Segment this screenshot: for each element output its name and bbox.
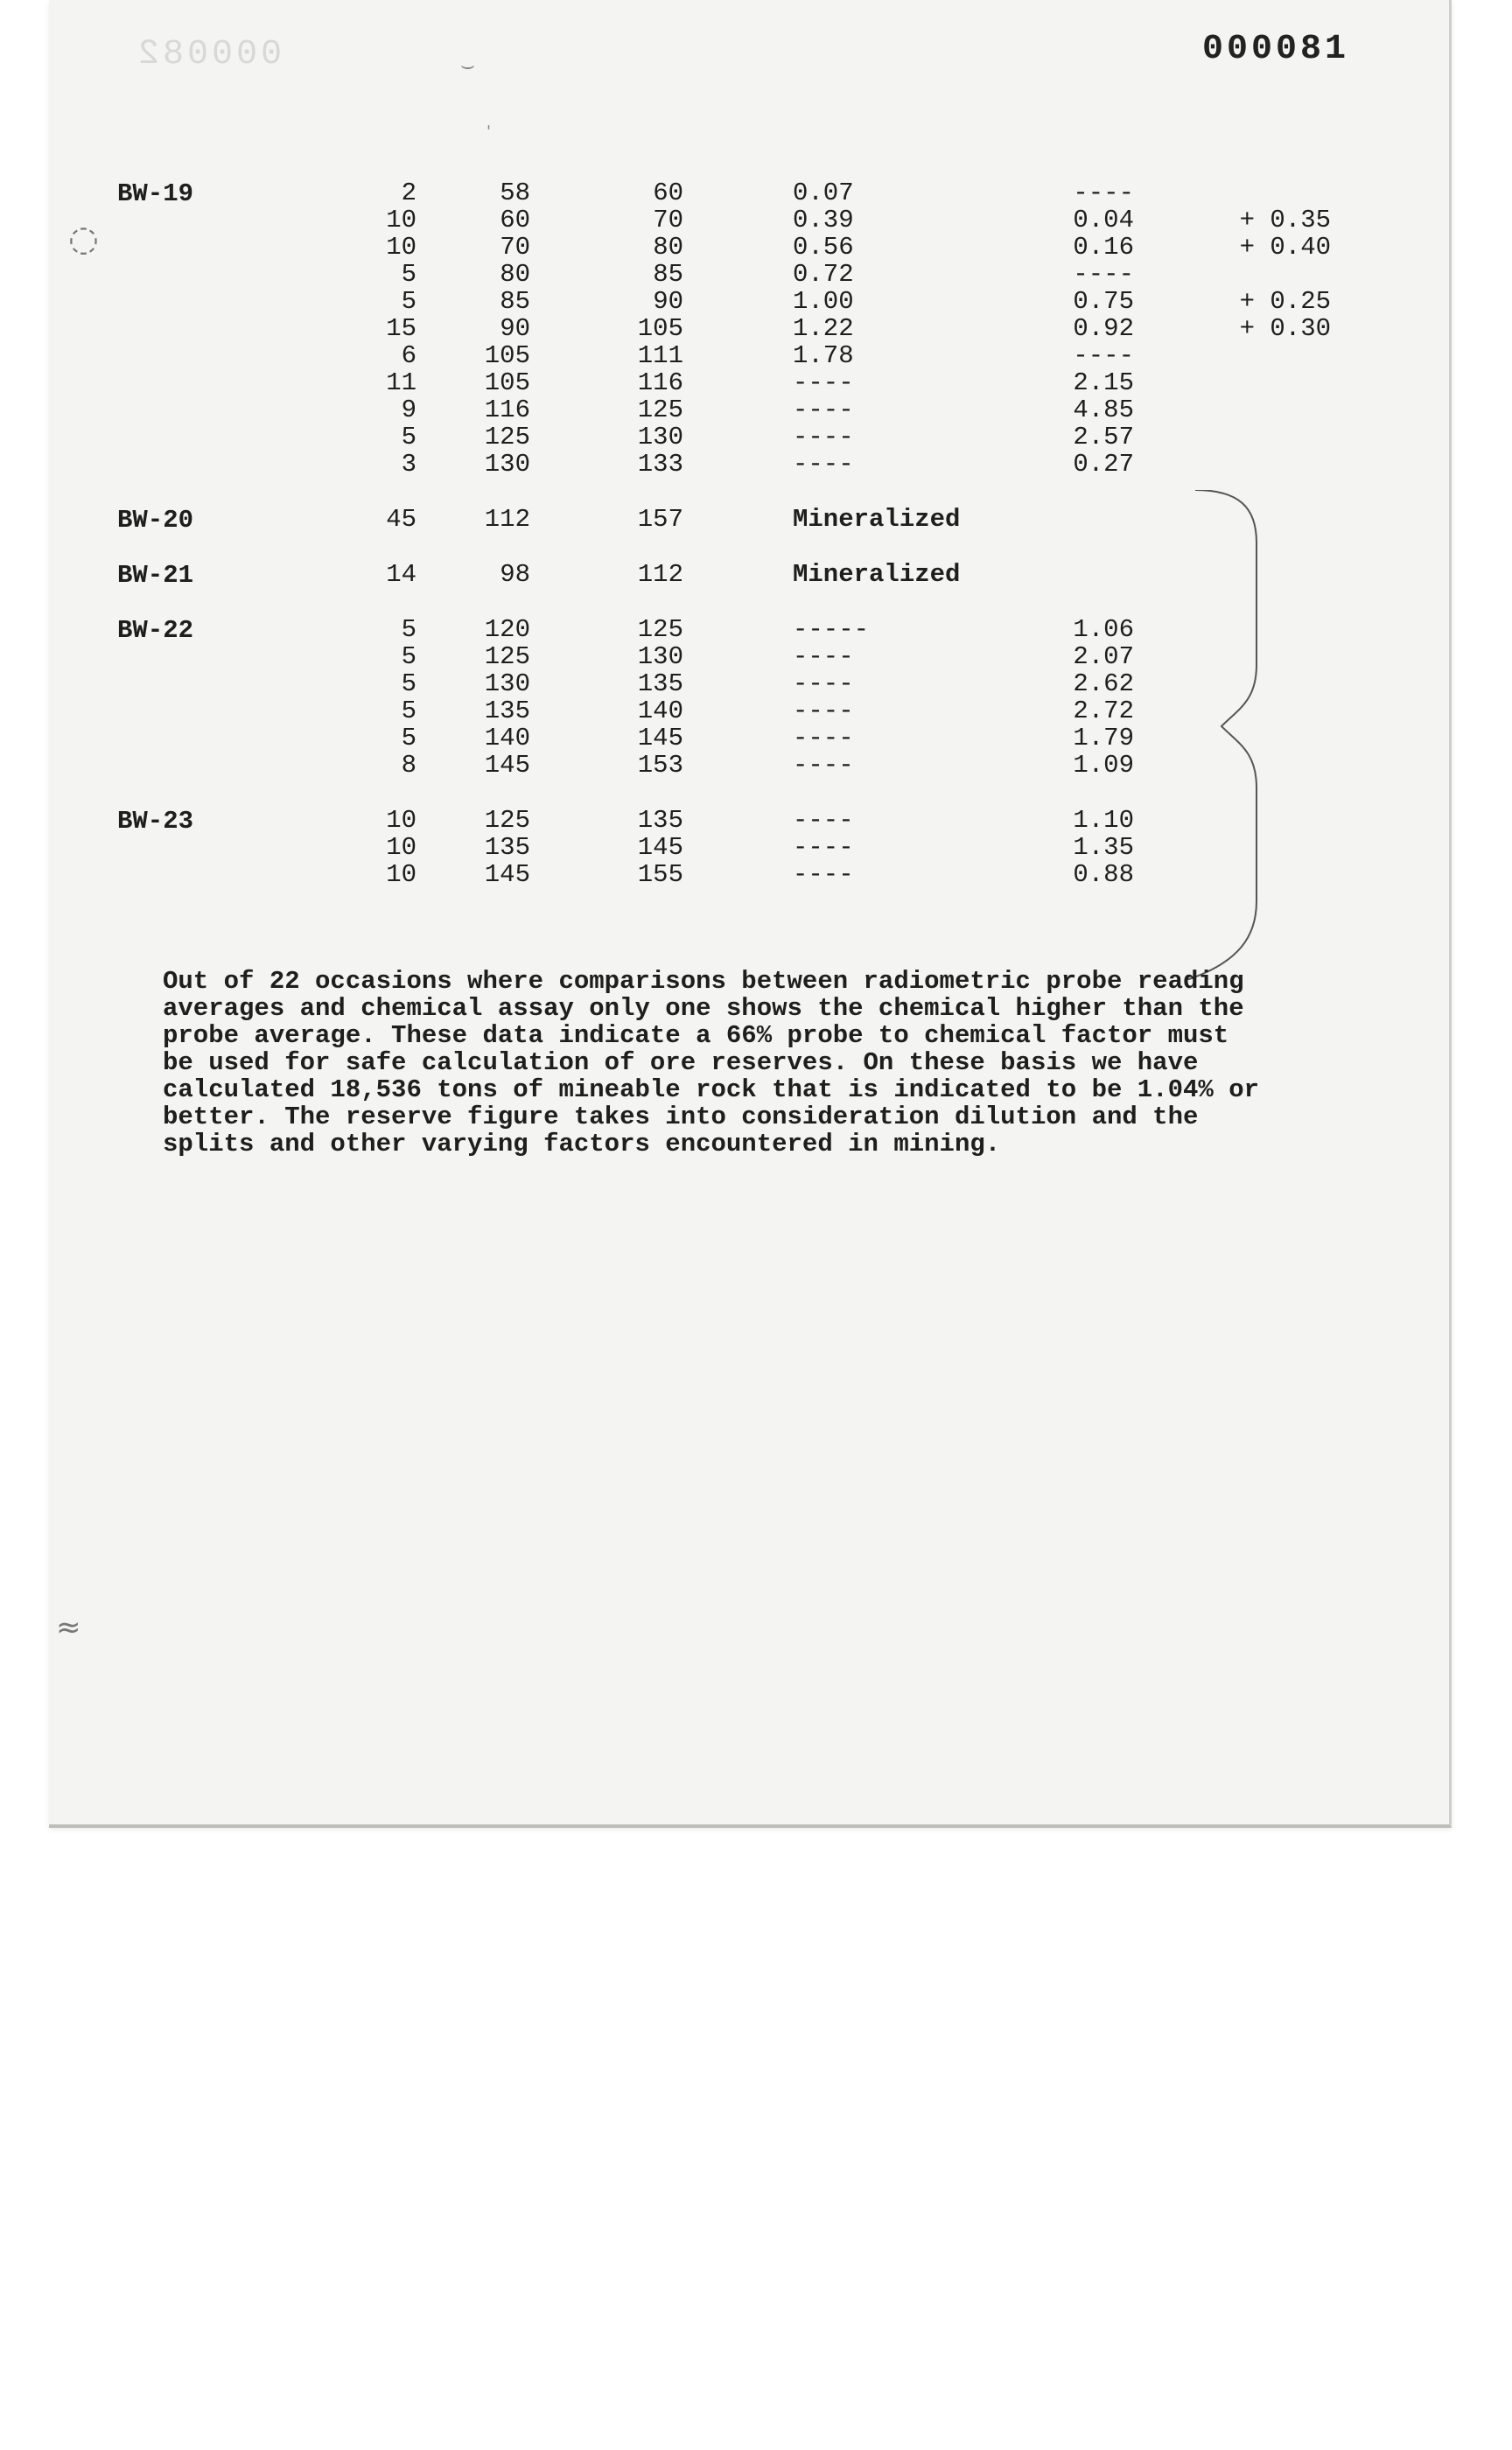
difference-cell: + 0.40: [1239, 233, 1331, 262]
to-cell: 125: [637, 396, 683, 424]
to-cell: 80: [653, 233, 683, 262]
from-cell: 116: [484, 396, 530, 424]
to-cell: 153: [637, 751, 683, 780]
thickness-cell: 10: [386, 860, 416, 889]
difference-cell: + 0.30: [1239, 314, 1331, 343]
from-cell: 145: [484, 860, 530, 889]
probe-cell: ----: [793, 396, 854, 424]
from-cell: 140: [484, 724, 530, 752]
thickness-cell: 3: [401, 450, 416, 479]
to-cell: 60: [653, 178, 683, 207]
from-cell: 58: [500, 178, 530, 207]
probe-cell: ----: [793, 806, 854, 835]
probe-cell: 1.00: [793, 287, 854, 316]
hole-label: BW-23: [117, 807, 194, 836]
thickness-cell: 45: [386, 505, 416, 534]
from-cell: 135: [484, 696, 530, 725]
to-cell: 145: [637, 724, 683, 752]
to-cell: 157: [637, 505, 683, 534]
from-cell: 125: [484, 642, 530, 671]
probe-cell: ----: [793, 751, 854, 780]
from-cell: 105: [484, 341, 530, 370]
probe-cell: 1.78: [793, 341, 854, 370]
to-cell: 130: [637, 423, 683, 452]
page-number: 000081: [1202, 30, 1350, 69]
probe-cell: -----: [793, 615, 870, 644]
thickness-cell: 5: [401, 696, 416, 725]
scribble-mark: ≈: [56, 1610, 81, 1645]
probe-cell: ----: [793, 696, 854, 725]
chemical-cell: ----: [1073, 260, 1134, 289]
to-cell: 116: [637, 368, 683, 397]
from-cell: 135: [484, 833, 530, 862]
to-cell: 133: [637, 450, 683, 479]
summary-paragraph: Out of 22 occasions where comparisons between radiometric probe reading averages and chemical assay only one shows the chemical higher than the probe average. These data indicate a 66% probe to chemical factor must be used for safe calculation of ore reserves. On these basis we have calculated 18,536 tons of mineable rock that is indicated to be 1.04% or better. The reserve figure takes into consideration dilution and the splits and other varying factors encountered in mining.: [163, 967, 1260, 1158]
from-cell: 60: [500, 206, 530, 234]
from-cell: 70: [500, 233, 530, 262]
chemical-cell: ----: [1073, 178, 1134, 207]
chemical-cell: 1.09: [1073, 751, 1134, 780]
thickness-cell: 5: [401, 642, 416, 671]
chemical-cell: 2.57: [1073, 423, 1134, 452]
to-cell: 85: [653, 260, 683, 289]
probe-cell: Mineralized: [793, 560, 961, 589]
chemical-cell: 1.79: [1073, 724, 1134, 752]
probe-cell: 0.07: [793, 178, 854, 207]
to-cell: 140: [637, 696, 683, 725]
from-cell: 125: [484, 423, 530, 452]
thickness-cell: 5: [401, 260, 416, 289]
document-page: [49, 0, 1452, 1828]
from-cell: 90: [500, 314, 530, 343]
probe-cell: ----: [793, 724, 854, 752]
chemical-cell: 0.88: [1073, 860, 1134, 889]
thickness-cell: 6: [401, 341, 416, 370]
from-cell: 125: [484, 806, 530, 835]
chemical-cell: 0.04: [1073, 206, 1134, 234]
thickness-cell: 10: [386, 806, 416, 835]
chemical-cell: 2.62: [1073, 669, 1134, 698]
to-cell: 145: [637, 833, 683, 862]
hole-label: BW-22: [117, 616, 194, 645]
chemical-cell: 1.35: [1073, 833, 1134, 862]
from-cell: 130: [484, 450, 530, 479]
to-cell: 135: [637, 806, 683, 835]
chemical-cell: 0.27: [1073, 450, 1134, 479]
from-cell: 85: [500, 287, 530, 316]
chemical-cell: 2.07: [1073, 642, 1134, 671]
thickness-cell: 5: [401, 287, 416, 316]
probe-cell: ----: [793, 833, 854, 862]
chemical-cell: 0.92: [1073, 314, 1134, 343]
thickness-cell: 5: [401, 423, 416, 452]
from-cell: 105: [484, 368, 530, 397]
chemical-cell: 0.75: [1073, 287, 1134, 316]
to-cell: 130: [637, 642, 683, 671]
probe-cell: ----: [793, 423, 854, 452]
chemical-cell: 1.06: [1073, 615, 1134, 644]
hole-punch-mark: ◌: [68, 219, 99, 259]
to-cell: 90: [653, 287, 683, 316]
thickness-cell: 5: [401, 669, 416, 698]
probe-cell: 1.22: [793, 314, 854, 343]
chemical-cell: 1.10: [1073, 806, 1134, 835]
from-cell: 130: [484, 669, 530, 698]
thickness-cell: 15: [386, 314, 416, 343]
thickness-cell: 5: [401, 615, 416, 644]
to-cell: 135: [637, 669, 683, 698]
thickness-cell: 10: [386, 206, 416, 234]
hole-label: BW-19: [117, 179, 194, 208]
chemical-cell: 0.16: [1073, 233, 1134, 262]
probe-cell: 0.56: [793, 233, 854, 262]
probe-cell: ----: [793, 368, 854, 397]
from-cell: 145: [484, 751, 530, 780]
probe-cell: 0.39: [793, 206, 854, 234]
hole-label: BW-20: [117, 506, 194, 535]
probe-cell: ----: [793, 450, 854, 479]
thickness-cell: 9: [401, 396, 416, 424]
probe-cell: ----: [793, 669, 854, 698]
thickness-cell: 10: [386, 833, 416, 862]
from-cell: 112: [484, 505, 530, 534]
chemical-cell: 2.15: [1073, 368, 1134, 397]
difference-cell: + 0.35: [1239, 206, 1331, 234]
probe-cell: 0.72: [793, 260, 854, 289]
to-cell: 111: [637, 341, 683, 370]
to-cell: 70: [653, 206, 683, 234]
thickness-cell: 5: [401, 724, 416, 752]
hole-label: BW-21: [117, 561, 194, 590]
to-cell: 105: [637, 314, 683, 343]
thickness-cell: 14: [386, 560, 416, 589]
thickness-cell: 10: [386, 233, 416, 262]
thickness-cell: 8: [401, 751, 416, 780]
stray-mark: ⌣: [460, 52, 476, 79]
difference-cell: + 0.25: [1239, 287, 1331, 316]
from-cell: 120: [484, 615, 530, 644]
to-cell: 112: [637, 560, 683, 589]
bracket-mark: [1186, 490, 1292, 980]
ghost-page-number: 000082: [135, 35, 283, 74]
probe-cell: ----: [793, 860, 854, 889]
to-cell: 155: [637, 860, 683, 889]
probe-cell: Mineralized: [793, 505, 961, 534]
thickness-cell: 11: [386, 368, 416, 397]
chemical-cell: 2.72: [1073, 696, 1134, 725]
from-cell: 80: [500, 260, 530, 289]
probe-cell: ----: [793, 642, 854, 671]
thickness-cell: 2: [401, 178, 416, 207]
chemical-cell: 4.85: [1073, 396, 1134, 424]
chemical-cell: ----: [1073, 341, 1134, 370]
to-cell: 125: [637, 615, 683, 644]
stray-mark: ': [486, 122, 491, 141]
from-cell: 98: [500, 560, 530, 589]
